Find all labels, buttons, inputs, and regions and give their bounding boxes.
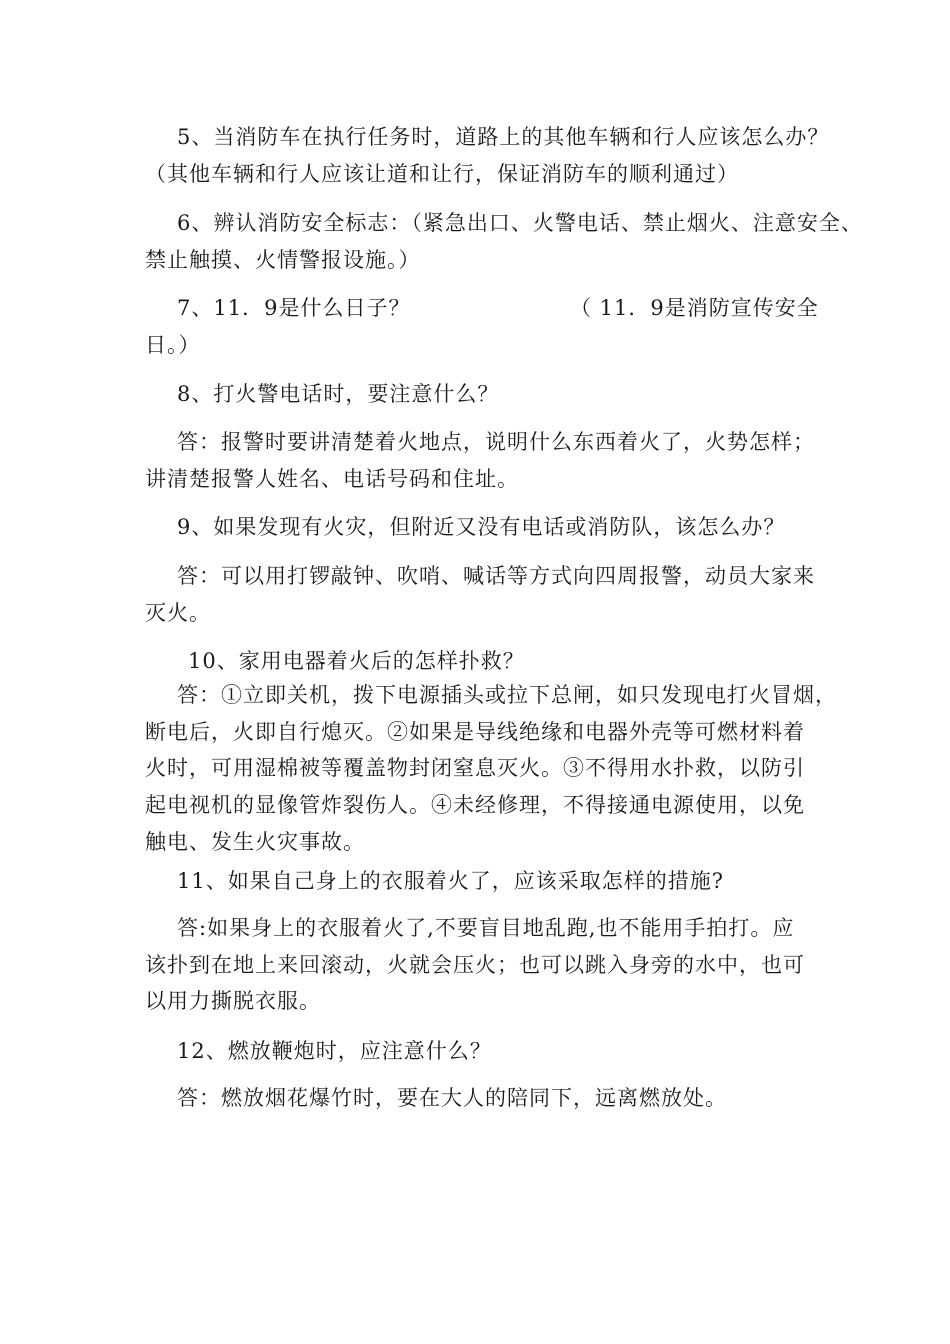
q6-line1: 6、辨认消防安全标志：（紧急出口、火警电话、禁止烟火、注意安全、 [177,211,863,235]
q5-question: 5、当消防车在执行任务时，道路上的其他车辆和行人应该怎么办？ [177,125,830,149]
q8-question: 8、打火警电话时，要注意什么？ [177,382,500,406]
q5-answer: （其他车辆和行人应该让道和让行，保证消防车的顺利通过） [145,162,739,186]
q11-answer-line3: 以用力撕脱衣服。 [145,989,321,1013]
q10-answer-line4: 起电视机的显像管炸裂伤人。④未经修理，不得接通电源使用，以免 [145,793,805,817]
q12-answer: 答：燃放烟花爆竹时，要在大人的陪同下，远离燃放处。 [177,1086,727,1110]
q12-question: 12、燃放鞭炮时，应注意什么？ [177,1039,492,1063]
q10-answer-line5: 触电、发生火灾事故。 [145,830,365,854]
q10-question: 10、家用电器着火后的怎样扑救？ [188,649,525,673]
q11-question: 11、如果自己身上的衣服着火了，应该采取怎样的措施? [177,869,724,893]
q7-question: 7、11．9是什么日子？ [177,296,411,320]
q7-answer-start: （ 11．9是消防宣传安全 [570,296,819,320]
q8-answer-line2: 讲清楚报警人姓名、电话号码和住址。 [145,467,519,491]
q8-answer-line1: 答：报警时要讲清楚着火地点，说明什么东西着火了，火势怎样； [177,430,815,454]
q11-answer-line1: 答:如果身上的衣服着火了,不要盲目地乱跑,也不能用手拍打。应 [177,916,795,940]
q10-answer-line2: 断电后，火即自行熄灭。②如果是导线绝缘和电器外壳等可燃材料着 [145,720,805,744]
q10-answer-line1: 答：①立即关机，拨下电源插头或拉下总闸，如只发现电打火冒烟， [177,683,837,707]
q7-answer-end: 日。） [145,333,201,357]
q9-answer-line1: 答：可以用打锣敲钟、吹哨、喊话等方式向四周报警，动员大家来 [177,564,815,588]
q6-line2: 禁止触摸、火情警报设施。） [145,248,421,272]
q10-answer-line3: 火时，可用湿棉被等覆盖物封闭窒息灭火。③不得用水扑救，以防引 [145,756,805,780]
q11-answer-line2: 该扑到在地上来回滚动，火就会压火；也可以跳入身旁的水中，也可 [145,953,805,977]
q9-answer-line2: 灭火。 [145,601,211,625]
q9-question: 9、如果发现有火灾，但附近又没有电话或消防队，该怎么办？ [177,515,786,539]
